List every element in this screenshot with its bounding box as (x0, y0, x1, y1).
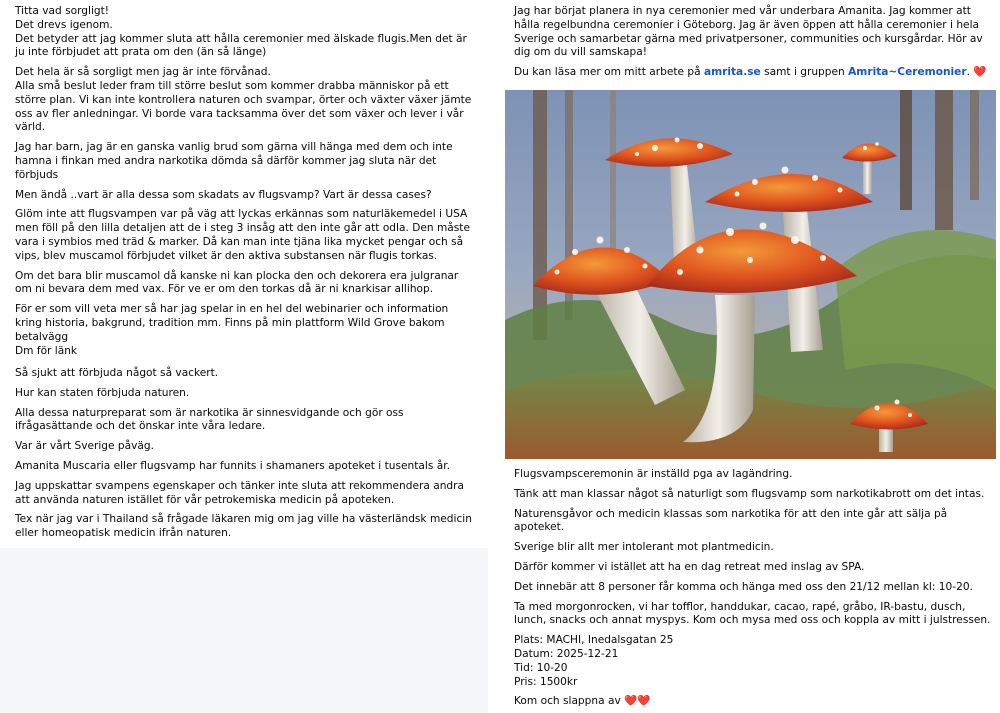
post-paragraph: För er som vill veta mer så har jag spelar in en hel del webinarier och information kring historia, bakgrund, tradition mm. Finns på min plattform Wild Grove bakom betalvägg Dm för länk (15, 303, 449, 357)
post-paragraph: Naturensgåvor och medicin klassas som narkotika för att den inte går att sälja på apoteket. (514, 507, 948, 534)
post-closing (514, 695, 992, 709)
post-paragraph: Flugsvampsceremonin är inställd pga av lagändring. (514, 468, 793, 480)
post-paragraph: Om det bara blir muscamol då kanske ni kan plocka den och dekorera era julgranar om ni bevara dem med vax. För ve er om den torkas då är ni knarkisar allihop. (15, 269, 459, 296)
link-middle-text: samt i gruppen (760, 66, 849, 79)
group-link[interactable]: Amrita~Ceremonier (848, 66, 967, 79)
tree-trunk (935, 90, 953, 230)
post-paragraph: Jag har börjat planera in nya ceremonier med vår underbara Amanita. Jag kommer att hålla regelbundna ceremonier i Göteborg. Jag är även öppen att hålla ceremonier i hela Sverige och samarbetar gärna med privatpersoner, communities och kursgårdar. Hör av dig om du vill samskapa! (514, 5, 983, 59)
post-text-retreat (505, 462, 1000, 713)
post-paragraph: Titta vad sorgligt! Det drevs igenom. Det betyder att jag kommer sluta att hålla ceremonier med älskade flugis.Men det är ju inte förbjudet att prata om den (än så länge) (15, 5, 467, 59)
link-suffix-text: . (966, 66, 974, 79)
tree-trunk (970, 90, 979, 200)
post-text-nature-ban (0, 362, 488, 548)
post-paragraph: Det hela är så sorgligt men jag är inte förvånad. Alla små beslut leder fram till större beslut som kommer drabba människor på ett större plan. Vi kan inte kontrollera naturen och svampar, örter och växter växer jämte oss av fler anledningar. Vi borde vara tacksamma över det som växer och lever i vår värld. (15, 66, 472, 134)
post-paragraph: Tänk att man klassar något så naturligt som flugsvamp som narkotikabrott om det intas. (514, 487, 985, 500)
feed-gap-left-bottom (0, 548, 488, 713)
heart-emoji: ❤️ (973, 66, 987, 79)
event-details: Plats: MACHI, Inedalsgatan 25 Datum: 2025-12-21 Tid: 10-20 Pris: 1500kr (514, 634, 674, 688)
post-paragraph: Sverige blir allt mer intolerant mot plantmedicin. (514, 541, 774, 554)
post-paragraph: Hur kan staten förbjuda naturen. (15, 386, 190, 399)
post-paragraph: Det innebär att 8 personer får komma och hänga med oss den 21/12 mellan kl: 10-20. (514, 580, 973, 593)
post-paragraph: Amanita Muscaria eller flugsvamp har funnits i shamaners apoteket i tusentals år. (15, 459, 450, 472)
post-paragraph: Ta med morgonrocken, vi har tofflor, handdukar, cacao, rapé, gråbo, IR-bastu, dusch, lunch, snacks och annat myspys. Kom och mysa med oss och koppla av mitt i julstressen. (514, 600, 991, 627)
closing-text: Kom och slappna av (514, 695, 625, 708)
post-paragraph: Glöm inte att flugsvampen var på väg att lyckas erkännas som naturläkemedel i USA men föll på den lilla detaljen att de i steg 3 insåg att den inte går att odla. Den måste vara i symbios med träd & marker. Då kan man inte tjäna lika mycket pengar och så vips, blev muscamol förbjudet vilket är den aktiva substansen när flugis torkas. (15, 208, 470, 262)
tree-trunk (900, 90, 912, 210)
post-paragraph: Så sjukt att förbjuda något så vackert. (15, 367, 219, 379)
post-text-flugis-ban (0, 0, 488, 357)
feed-gap-column (488, 0, 505, 713)
tree-trunk (533, 90, 547, 340)
fly-agaric-painting[interactable] (505, 90, 996, 459)
post-paragraph: Var är vårt Sverige påväg. (15, 440, 154, 453)
post-paragraph: Jag har barn, jag är en ganska vanlig brud som gärna vill hänga med dem och inte hamna i finkan med andra narkotika dömda så därför kommer jag sluta när det förbjuds (15, 141, 453, 181)
post-paragraph: Därför kommer vi istället att ha en dag retreat med inslag av SPA. (514, 560, 865, 573)
post-paragraph: Men ändå ..vart är alla dessa som skadats av flugsvamp? Vart är dessa cases? (15, 188, 432, 201)
post-paragraph: Tex när jag var i Thailand så frågade läkaren mig om jag ville ha västerländsk medicin eller homeopatisk medicin ifrån naturen. (15, 513, 472, 540)
website-link[interactable]: amrita.se (703, 66, 761, 79)
link-prefix-text: Du kan läsa mer om mitt arbete på (514, 66, 704, 79)
post-paragraph: Alla dessa naturpreparat som är narkotika är sinnesvidgande och gör oss ifrågasättande och det önskar inte våra ledare. (15, 406, 404, 433)
post-paragraph: Jag uppskattar svampens egenskaper och tänker inte sluta att rekommendera andra att använda naturen istället för vår petrokemiska medicin på apoteken. (15, 479, 464, 506)
hearts-emoji: ❤️❤️ (624, 695, 651, 708)
post-text-ceremonies (505, 0, 1000, 90)
post-paragraph-links (514, 66, 990, 80)
mushroom-illustration (505, 90, 996, 459)
